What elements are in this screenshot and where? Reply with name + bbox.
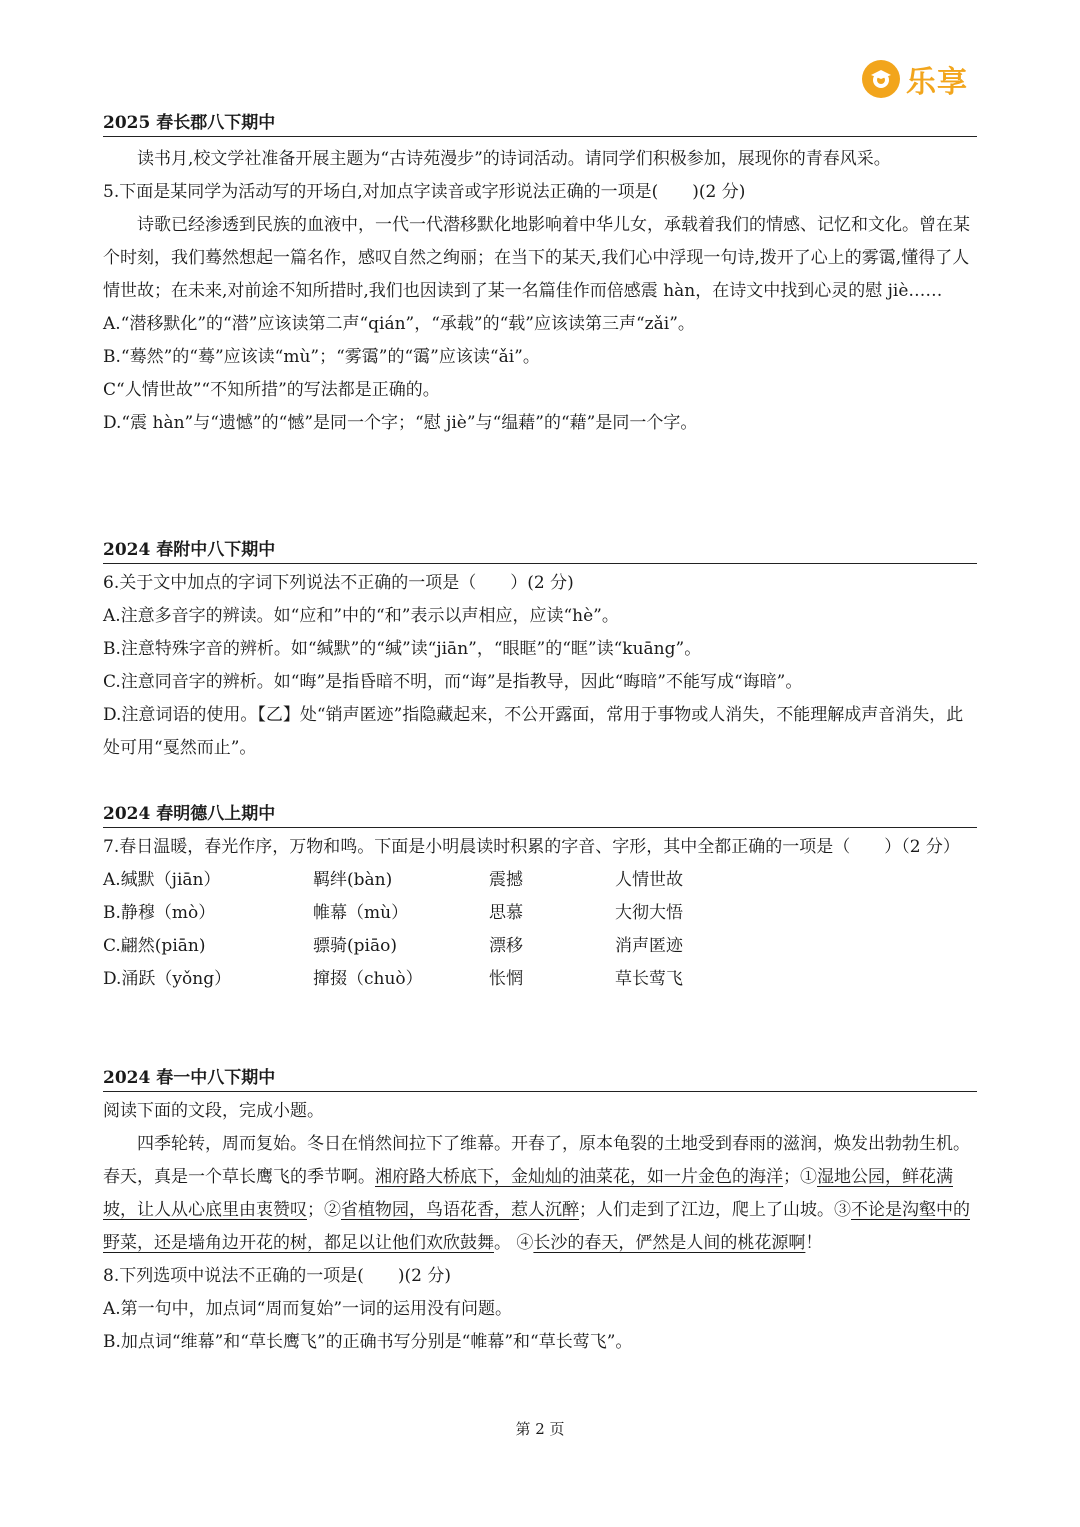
section-3 — [103, 801, 977, 996]
graduation-cap-icon — [862, 60, 900, 98]
option-cell: B.静穆（mò） — [103, 903, 216, 923]
passage-text: ！ — [805, 1233, 823, 1253]
underlined-sentence: 不论是沟壑中的野菜，还是墙角边开花的树，都足以让他们欢欣鼓舞 — [103, 1200, 970, 1253]
option-row-a — [103, 864, 977, 897]
option-cell: D.涌跃（yǒng） — [103, 969, 232, 989]
option-cell: 大彻大悟 — [615, 903, 683, 923]
section-4 — [103, 1065, 977, 1359]
underlined-sentence: 长沙的春天，俨然是人间的桃花源啊 — [533, 1233, 806, 1253]
section-header: 2024 春明德八上期中 — [103, 801, 977, 828]
option-row-d — [103, 963, 977, 996]
section-1 — [103, 110, 977, 440]
option-b: B.加点词“维幕”和“草长鹰飞”的正确书写分别是“帷幕”和“草长莺飞”。 — [103, 1332, 633, 1352]
brand-name: 乐享 — [906, 65, 968, 100]
passage-text: ；① — [783, 1167, 817, 1187]
option-cell: 骠骑(piāo) — [313, 936, 397, 956]
option-b: B.注意特殊字音的辨析。如“缄默”的“缄”读“jiān”，“眼眶”的“眶”读“kuāng”。 — [103, 639, 702, 659]
option-row-c — [103, 930, 977, 963]
option-a: A.注意多音字的辨读。如“应和”中的“和”表示以声相应，应读“hè”。 — [103, 606, 619, 626]
option-cell: 撺掇（chuò） — [313, 969, 423, 989]
question-7: 7.春日温暖，春光作序，万物和鸣。下面是小明晨读时积累的字音、字形，其中全都正确的一项是（ ）（2 分） — [103, 837, 960, 857]
passage-text: 四季轮转，周而复始。冬日在悄然间拉下了维幕。开春了，原本龟裂的土地受到春雨的滋润，焕发出勃勃生机。春天，真是一个草长鹰飞的季节啊。 — [103, 1134, 970, 1187]
passage-text: ；人们走到了江边，爬上了山坡。③ — [579, 1200, 851, 1220]
passage-text: ；② — [307, 1200, 341, 1220]
underlined-sentence: 省植物园，鸟语花香，惹人沉醉 — [341, 1200, 579, 1220]
section-header: 2025 春长郡八下期中 — [103, 110, 977, 137]
option-d: D.注意词语的使用。【乙】处“销声匿迹”指隐藏起来，不公开露面，常用于事物或人消失，不能理解成声音消失，此处可用“戛然而止”。 — [103, 705, 964, 758]
option-b: B.“蓦然”的“蓦”应该读“mù”；“雾霭”的“霭”应该读“ǎi”。 — [103, 347, 540, 367]
option-cell: 草长莺飞 — [615, 969, 683, 989]
option-a: A.第一句中，加点词“周而复始”一词的运用没有问题。 — [103, 1299, 513, 1319]
section-header: 2024 春一中八下期中 — [103, 1065, 977, 1092]
passage-text: 。 ④ — [494, 1233, 534, 1253]
section-2 — [103, 537, 977, 765]
reading-passage — [103, 1128, 977, 1260]
underlined-sentence: 湘府路大桥底下，金灿灿的油菜花，如一片金色的海洋 — [375, 1167, 783, 1187]
option-cell: A.缄默（jiān） — [103, 870, 221, 890]
option-cell: 帷幕（mù） — [313, 903, 409, 923]
option-cell: C.翩然(piān) — [103, 936, 206, 956]
page-number: 第 2 页 — [515, 1420, 565, 1438]
option-cell: 思慕 — [489, 903, 523, 923]
option-a: A.“潜移默化”的“潜”应该读第二声“qián”，“承载”的“载”应该读第三声“zǎi”。 — [103, 314, 695, 334]
reading-lead: 阅读下面的文段，完成小题。 — [103, 1101, 324, 1121]
option-cell: 怅惘 — [489, 969, 523, 989]
option-cell: 漂移 — [489, 936, 523, 956]
section-intro: 读书月,校文学社准备开展主题为“古诗苑漫步”的诗词活动。请同学们积极参加，展现你的青春风采。 — [137, 149, 891, 169]
option-row-b — [103, 897, 977, 930]
option-c: C“人情世故”“不知所措”的写法都是正确的。 — [103, 380, 440, 400]
question-8: 8.下列选项中说法不正确的一项是( )(2 分) — [103, 1266, 451, 1286]
section-header: 2024 春附中八下期中 — [103, 537, 977, 564]
option-d: D.“震 hàn”与“遗憾”的“憾”是同一个字；“慰 jiè”与“缊藉”的“藉”是同一个字。 — [103, 413, 698, 433]
question-6: 6.关于文中加点的字词下列说法不正确的一项是（ ）(2 分) — [103, 573, 574, 593]
option-cell: 人情世故 — [615, 870, 683, 890]
question-5: 5.下面是某同学为活动写的开场白,对加点字读音或字形说法正确的一项是( )(2 分) — [103, 182, 746, 202]
option-cell: 羁绊(bàn) — [313, 870, 393, 890]
brand-logo — [862, 58, 968, 100]
question-5-passage: 诗歌已经渗透到民族的血液中，一代一代潜移默化地影响着中华儿女，承载着我们的情感、记忆和文化。曾在某个时刻，我们蓦然想起一篇名作，感叹自然之绚丽；在当下的某天,我们心中浮现一句诗,拨开了心上的雾霭,懂得了人情世故；在未来,对前途不知所措时,我们也因读到了某一名篇佳作而倍感震 hàn，在诗文中找到心灵的慰 jiè…… — [103, 215, 970, 301]
option-cell: 消声匿迹 — [615, 936, 683, 956]
option-c: C.注意同音字的辨析。如“晦”是指昏暗不明，而“诲”是指教导，因此“晦暗”不能写成“诲暗”。 — [103, 672, 803, 692]
option-cell: 震撼 — [489, 870, 523, 890]
underlined-sentence: 湿地公园，鲜花满坡，让人从心底里由衷赞叹 — [103, 1167, 953, 1220]
